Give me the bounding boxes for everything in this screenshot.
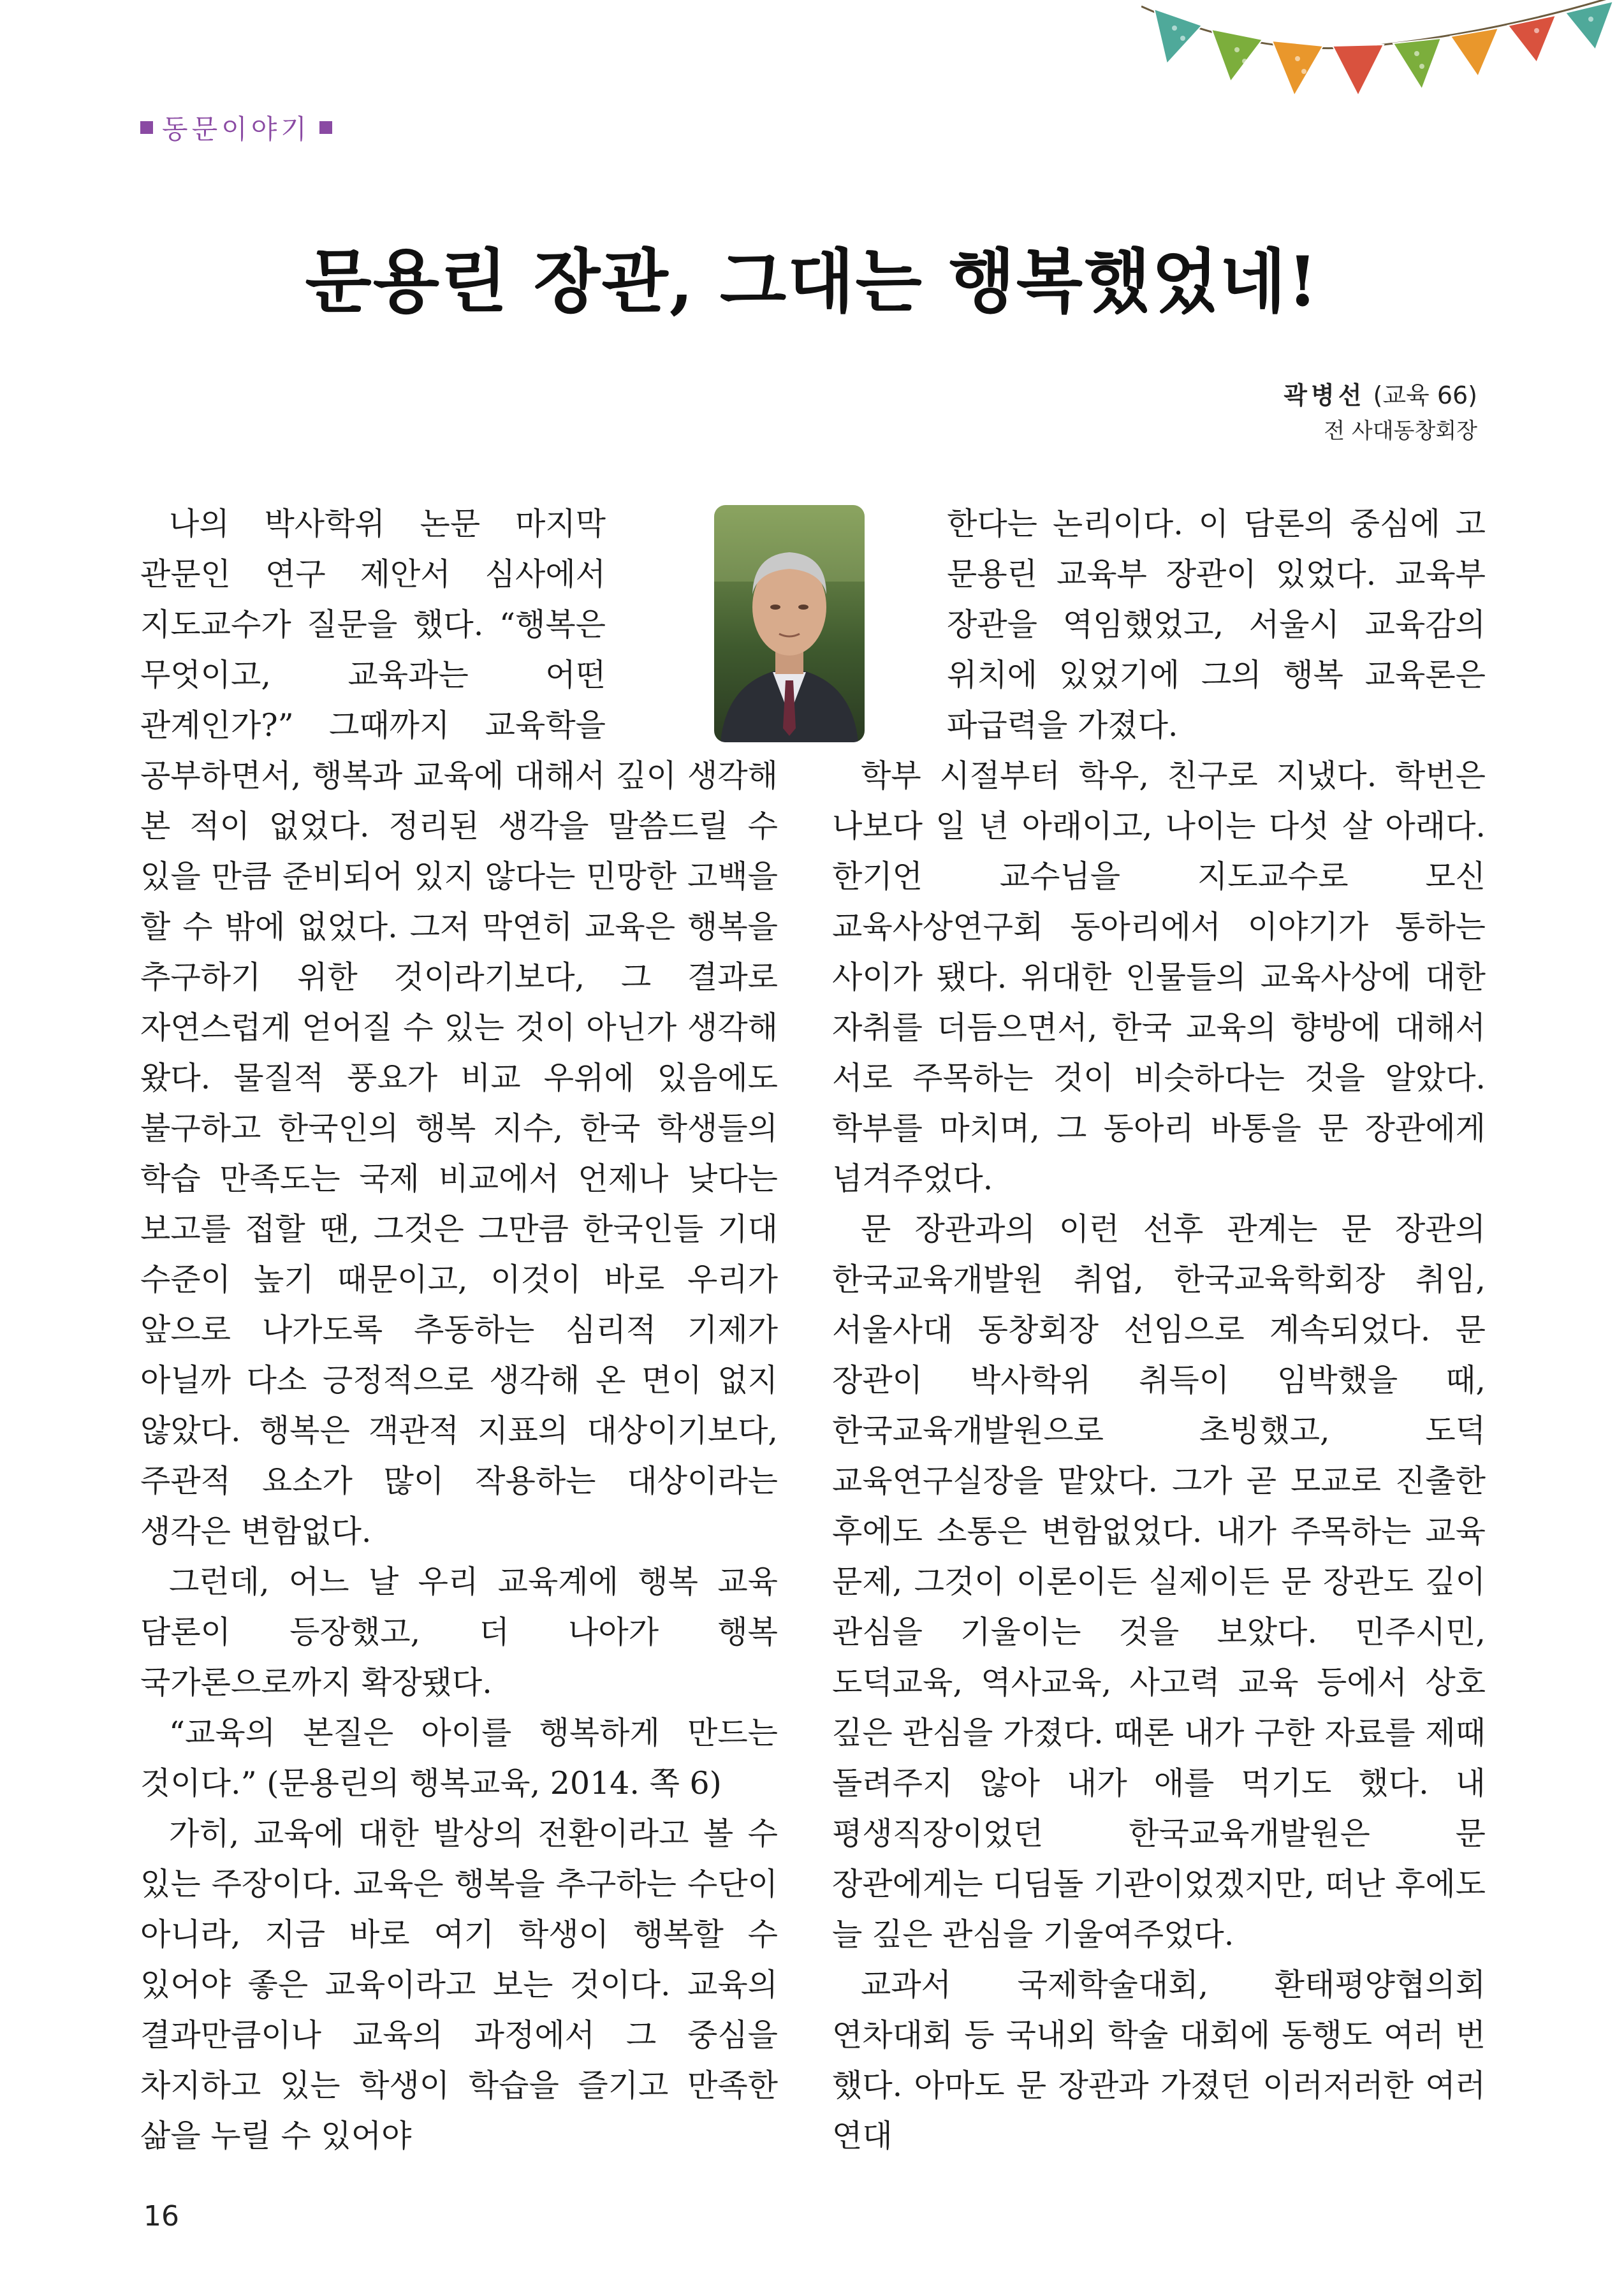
paragraph: 그런데, 어느 날 우리 교육계에 행복 교육 담론이 등장했고, 더 나아가 행복 국가론으로까지 확장됐다. xyxy=(140,1564,778,1701)
square-bullet-icon xyxy=(140,121,153,134)
paragraph: 문 장관과의 이런 선후 관계는 문 장관의 한국교육개발원 취업, 한국교육학회장 취임, 서울사대 동창회장 선임으로 계속되었다. 문 장관이 박사학위 취득이 임박했을 때, 한국교육개발원으로 초빙했고, 도덕 교육연구실장을 맡았다. 그가 곧 모교로 진출한 후에도 소통은 변함없었다. 내가 주목하는 교육 문제, 그것이 이론이든 실제이든 문 장관도 깊이 관심을 기울이는 것을 보았다. 민주시민, 도덕교육, 역사교육, 사고력 교육 등에서 상호 깊은 관심을 가졌다. 때론 내가 구한 자료를 제때 돌려주지 않아 내가 애를 먹기도 했다. 내 평생직장이었던 한국교육개발원은 문 장관에게는 디딤돌 기관이었겠지만, 떠난 후에도 늘 깊은 관심을 기울여주었다. xyxy=(832,1211,1486,1953)
paragraph: 학부 시절부터 학우, 친구로 지냈다. 학번은 나보다 일 년 아래이고, 나이는 다섯 살 아래다. 한기언 교수님을 지도교수로 모신 교육사상연구회 동아리에서 이야기가 통하는 사이가 됐다. 위대한 인물들의 교육사상에 대한 자취를 더듬으면서, 한국 교육의 향방에 대해서 서로 주목하는 것이 비슷하다는 것을 알았다. 학부를 마치며, 그 동아리 바통을 문 장관에게 넘겨주었다. xyxy=(832,758,1486,1197)
page-number: 16 xyxy=(143,2200,179,2233)
section-tag xyxy=(140,108,332,147)
quote-paragraph: “교육의 본질은 아이를 행복하게 만드는 것이다.” (문용린의 행복교육, 2014. 쪽 6) xyxy=(140,1715,778,1801)
article-title: 문용린 장관, 그대는 행복했었네! xyxy=(305,242,1319,322)
author-position: 전 사대동창회장 xyxy=(1324,418,1477,444)
paragraph: 한다는 논리이다. 이 담론의 중심에 고 문용린 교육부 장관이 있었다. 교육부 장관을 역임했었고, 서울시 교육감의 위치에 있었기에 그의 행복 교육론은 파급력을 가졌다. xyxy=(947,506,1486,744)
section-label: 동문이야기 xyxy=(162,114,311,145)
author-name: 곽병선 xyxy=(1284,381,1366,409)
paragraph: 가히, 교육에 대한 발상의 전환이라고 볼 수 있는 주장이다. 교육은 행복을 추구하는 수단이 아니라, 지금 바로 여기 학생이 행복할 수 있어야 좋은 교육이라고 보는 것이다. 교육의 결과만큼이나 교육의 과정에서 그 중심을 차지하고 있는 학생이 학습을 즐기고 만족한 삶을 누릴 수 있어야 xyxy=(140,1815,778,2154)
column-left xyxy=(140,499,778,2161)
byline xyxy=(1284,378,1477,449)
square-bullet-icon xyxy=(319,121,332,134)
bunting-flags-icon xyxy=(1141,0,1624,128)
column-right xyxy=(832,499,1486,2161)
paragraph: 교과서 국제학술대회, 환태평양협의회 연차대회 등 국내외 학술 대회에 동행도 여러 번 했다. 아마도 문 장관과 가졌던 이러저러한 여러 연대 xyxy=(832,1967,1486,2154)
paragraph: 나의 박사학위 논문 마지막 관문인 연구 제안서 심사에서 지도교수가 질문을 했다. “행복은 무엇이고, 교육과는 어떤 관계인가?” 그때까지 교육학을 공부하면서, 행복과 교육에 대해서 깊이 생각해 본 적이 없었다. 정리된 생각을 말씀드릴 수 있을 만큼 준비되어 있지 않다는 민망한 고백을 할 수 밖에 없었다. 그저 막연히 교육은 행복을 추구하기 위한 것이라기보다, 그 결과로 자연스럽게 얻어질 수 있는 것이 아닌가 생각해 왔다. 물질적 풍요가 비교 우위에 있음에도 불구하고 한국인의 행복 지수, 한국 학생들의 학습 만족도는 국제 비교에서 언제나 낮다는 보고를 접할 땐, 그것은 그만큼 한국인들 기대 수준이 높기 때문이고, 이것이 바로 우리가 앞으로 나가도록 추동하는 심리적 기제가 아닐까 다소 긍정적으로 생각해 온 면이 없지 않았다. 행복은 객관적 지표의 대상이기보다, 주관적 요소가 많이 작용하는 대상이라는 생각은 변함없다. xyxy=(140,506,778,1550)
author-dept: (교육 66) xyxy=(1373,381,1477,409)
